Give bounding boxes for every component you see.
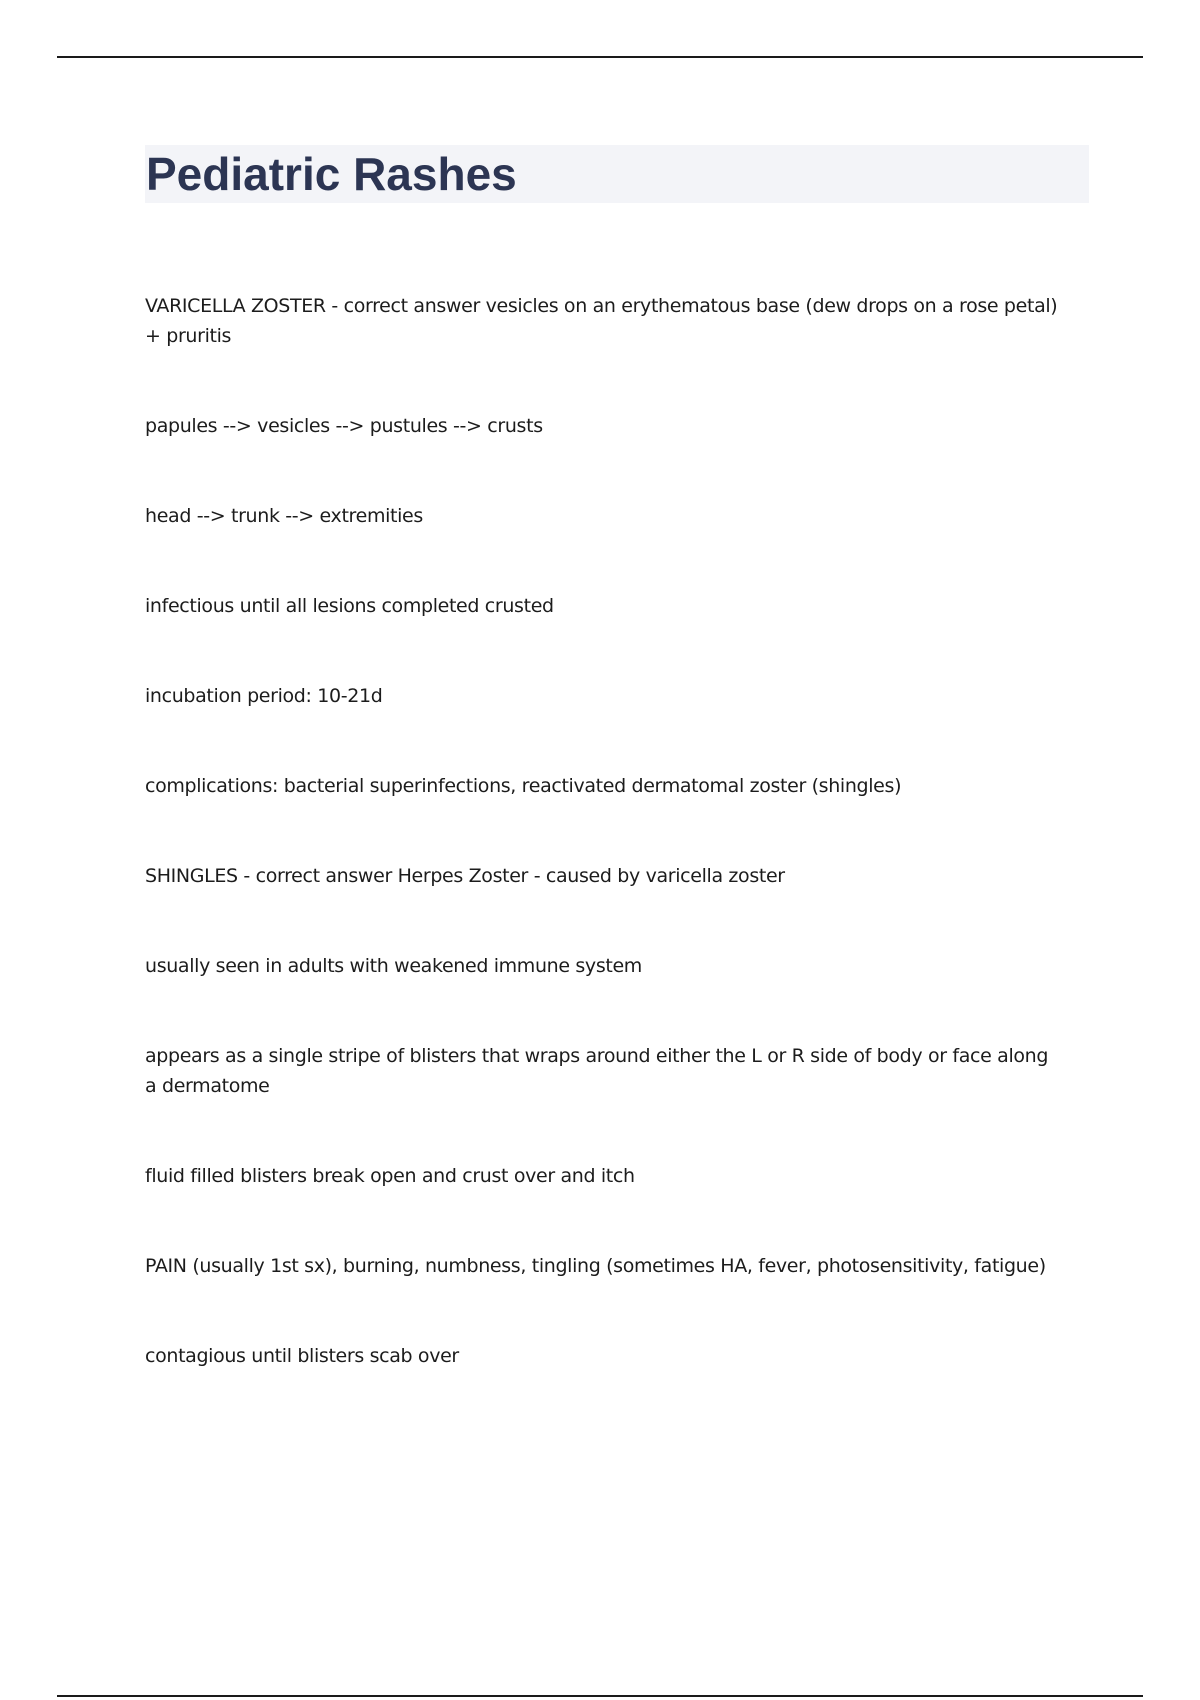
entry-contagious: contagious until blisters scab over [145, 1345, 459, 1367]
page-title: Pediatric Rashes [146, 148, 517, 200]
entry-spread-pattern: head --> trunk --> extremities [145, 505, 423, 527]
bottom-rule [57, 1695, 1143, 1697]
entry-varicella-zoster: VARICELLA ZOSTER - correct answer vesicles on an erythematous base (dew drops on a rose petal) + pruritis [145, 295, 1058, 347]
entry-population: usually seen in adults with weakened immune system [145, 955, 642, 977]
entry-incubation-period: incubation period: 10-21d [145, 685, 383, 707]
entry-symptoms: PAIN (usually 1st sx), burning, numbness, tingling (sometimes HA, fever, photosensitivity, fatigue) [145, 1255, 1046, 1277]
entry-shingles: SHINGLES - correct answer Herpes Zoster - caused by varicella zoster [145, 865, 785, 887]
entry-appearance: appears as a single stripe of blisters that wraps around either the L or R side of body or face along a dermatome [145, 1045, 1049, 1097]
content-body [145, 291, 1065, 1431]
entry-lesion-progression: papules --> vesicles --> pustules --> crusts [145, 415, 543, 437]
top-rule [57, 56, 1143, 58]
entry-infectious-period: infectious until all lesions completed crusted [145, 595, 554, 617]
entry-complications: complications: bacterial superinfections, reactivated dermatomal zoster (shingles) [145, 775, 902, 797]
entry-blisters: fluid filled blisters break open and crust over and itch [145, 1165, 635, 1187]
